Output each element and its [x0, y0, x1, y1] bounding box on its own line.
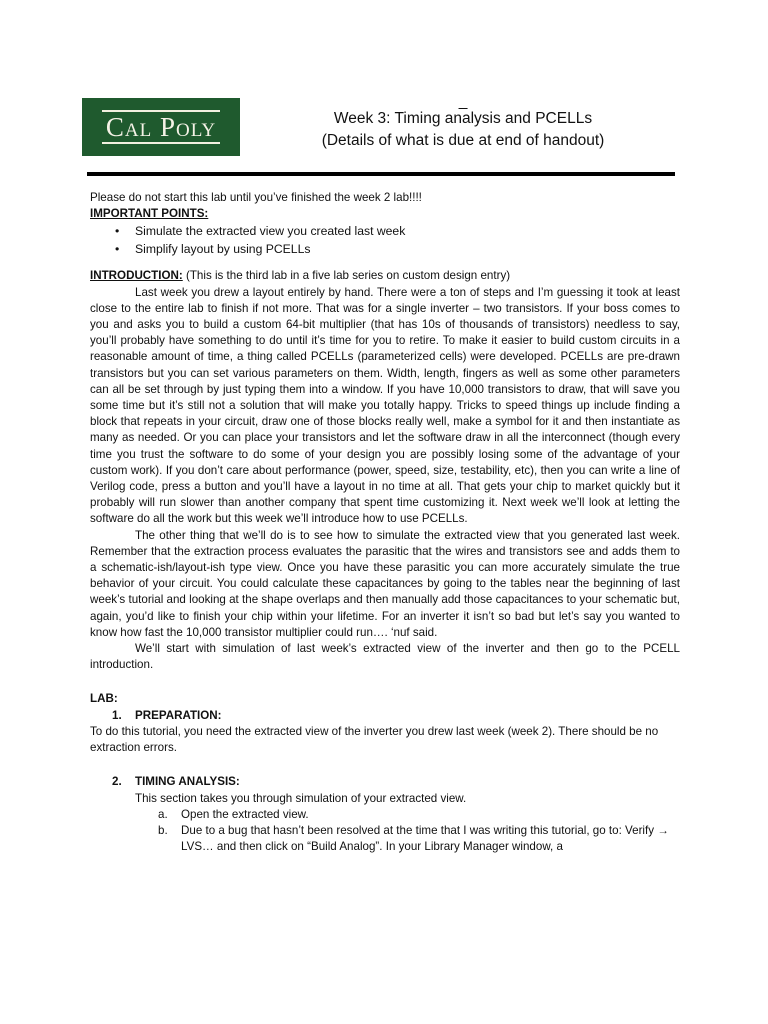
section-number: 2. — [112, 775, 122, 789]
point-text: Simulate the extracted view you created last week — [135, 224, 406, 239]
bullet-icon: • — [115, 242, 120, 257]
title-dash: _ — [458, 93, 468, 110]
section-preparation-heading — [90, 708, 680, 724]
logo-text: Cal Poly — [105, 111, 217, 142]
preparation-text: To do this tutorial, you need the extracted view of the inverter you drew last week (week 2). There should be no extraction errors. — [90, 724, 659, 755]
section-number: 1. — [112, 708, 122, 722]
introduction-heading: INTRODUCTION: — [90, 269, 183, 283]
point-text: Simplify layout by using PCELLs — [135, 242, 311, 257]
section-timing-heading — [90, 774, 680, 790]
intro-warning: Please do not start this lab until you’ve finished the week 2 lab!!!! — [90, 191, 422, 204]
logo-frame — [102, 110, 220, 144]
intro-paragraph-1: Last week you drew a layout entirely by hand. There were a ton of steps and I’m guessing it took at least close to the entire lab to finish if not more. That was for a single inverter – two transistors. If your boss comes to you and asks you to build a custom 64-bit multiplier (that has 10s of thousands of transistors) needless to say, you’ll probably have something to do until it’s time for you to retire. To make it easier to build custom circuits in a reasonable amount of time, a thing called PCELLs (parameterized cells) were developed. PCELLs are pre-drawn transistors but you can set various parameters on them. Width, length, fingers as well as some other parameters can all be set through by just typing them into a window. If you have 10,000 transistors to draw, that will save you some time but it’s still not a solution that will make you totally happy. Tricks to speed things up include finding a block that repeats in your circuit, draw one of those blocks really well, make a symbol for it and then instantiate as many as needed. Or you can place your transistors and let the software draw in all the interconnect (though every time you trust the software to do some of your design you are possibly losing some of the advantage of your custom work). If you don’t care about performance (power, speed, size, testability, etc), then you can write a line of Verilog code, press a button and you’ll have a layout in no time at all. That gets your chip to market quickly but it probably will run slower than another company that spent time customizing it. Next week we’ll look at letting the software do all the work but this week we’ll introduce how to use PCELLs. — [90, 285, 680, 526]
item-text: Due to a bug that hasn’t been resolved at the time that I was writing this tutorial, go to: Verify → LVS… and then click on “Build Analog”. In your Library Manager window, a — [181, 823, 669, 854]
title-line-2: (Details of what is due at end of handout) — [321, 132, 605, 149]
list-item — [90, 823, 680, 855]
list-item — [90, 240, 680, 258]
intro-paragraph-2: The other thing that we’ll do is to see how to simulate the extracted view that you generated last week. Remember that the extraction process evaluates the parasitic that the wires and transistors see and adds them to a schematic-ish/layout-ish type view. Once you have these parasitic you can more accurately simulate the true behavior of your circuit. You could calculate these capacitances by going to the tables near the beginning of last week’s tutorial and looking at the shape overlaps and then manually add those capacitances to your schematic but, again, you’d like to finish your chip within your lifetime. For an inverter it isn’t so bad but let’s say you wanted to know how fast the 10,000 transistor multiplier could run…. ‘nuf said. — [90, 528, 680, 639]
header-rule — [87, 172, 675, 176]
item-letter: b. — [158, 823, 168, 837]
list-item — [90, 222, 680, 240]
item-letter: a. — [158, 807, 168, 821]
lab-heading: LAB: — [90, 692, 118, 706]
document-body — [90, 190, 680, 855]
list-item — [90, 807, 680, 823]
important-heading: IMPORTANT POINTS: — [90, 207, 209, 221]
important-points-list — [90, 222, 680, 258]
item-text: Open the extracted view. — [181, 807, 309, 821]
timing-text: This section takes you through simulation of your extracted view. — [135, 791, 467, 805]
intro-paragraph-3: We’ll start with simulation of last week’s extracted view of the inverter and then go to the PCELL introduction. — [90, 642, 680, 672]
bullet-icon: • — [115, 224, 120, 239]
document-title — [300, 93, 626, 152]
title-line-1: Week 3: Timing analysis and PCELLs — [333, 110, 593, 127]
introduction-subtitle: (This is the third lab in a five lab series on custom design entry) — [182, 269, 511, 283]
section-title: TIMING ANALYSIS: — [135, 775, 240, 789]
cal-poly-logo — [82, 98, 240, 156]
section-title: PREPARATION: — [135, 708, 222, 722]
introduction-heading-line — [90, 268, 680, 284]
